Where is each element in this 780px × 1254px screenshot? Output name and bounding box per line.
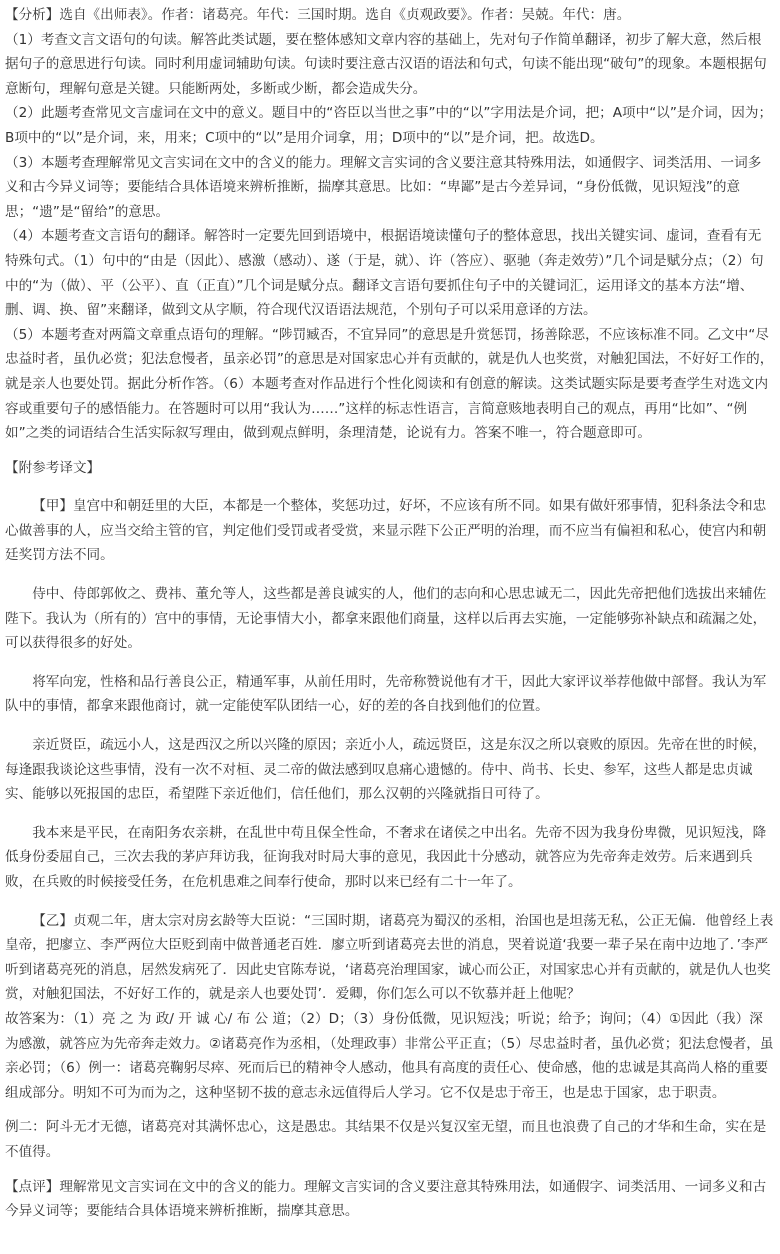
analysis-intro: 【分析】选自《出师表》。作者：诸葛亮。年代：三国时期。选自《贞观政要》。作者：吴兢。年代：唐。 bbox=[5, 7, 631, 23]
analysis-point-1: （1）考查文言文语句的句读。解答此类试题，要在整体感知文章内容的基础上，先对句子作简单翻译，初步了解大意，然后根据句子的意思进行句读。同时利用虚词辅助句读。句读时要注意古汉语的语法和句式，句读不能出现“破句”的现象。本题根据句意断句，理解句意是关键。只能断两处，多断或少断，都会造成失分。 bbox=[5, 31, 767, 97]
comment-text: 【点评】理解常见文言实词在文中的含义的能力。理解文言实词的含义要注意其特殊用法，如通假字、词类活用、一词多义和古今异义词等；要能结合具体语境来辨析推断，揣摩其意思。 bbox=[5, 1178, 767, 1220]
translation-jia-paragraph-4: 亲近贤臣，疏远小人，这是西汉之所以兴隆的原因；亲近小人，疏远贤臣，这是东汉之所以衰败的原因。先帝在世的时候，每逢跟我谈论这些事情，没有一次不对桓、灵二帝的做法感到叹息痛心遗憾的。侍中、尚书、长史、参军，这些人都是忠贞诚实、能够以死报国的忠臣，希望陛下亲近他们，信任他们，那么汉朝的兴隆就指日可待了。 bbox=[5, 737, 767, 803]
analysis-point-3: （3）本题考查理解常见文言实词在文中的含义的能力。理解文言实词的含义要注意其特殊用法，如通假字、词类活用、一词多义和古今异义词等；要能结合具体语境来辨析推断，揣摩其意思。比如：“卑鄙”是古今差异词，“身份低微，见识短浅”的意思；“遗”是“留给”的意思。 bbox=[5, 154, 762, 220]
translation-jia-paragraph-5: 我本来是平民，在南阳务农亲耕，在乱世中苟且保全性命，不奢求在诸侯之中出名。先帝不因为我身份卑微，见识短浅，降低身份委屈自己，三次去我的茅庐拜访我，征询我对时局大事的意见，我因此十分感动，就答应为先帝奔走效劳。后来遇到兵败，在兵败的时候接受任务，在危机患难之间奉行使命，那时以来已经有二十一年了。 bbox=[5, 824, 767, 890]
translation-jia-paragraph-2: 侍中、侍郎郭攸之、费祎、董允等人，这些都是善良诚实的人，他们的志向和心思忠诚无二，因此先帝把他们选拔出来辅佐陛下。我认为（所有的）宫中的事情，无论事情大小，都拿来跟他们商量，这样以后再去实施，一定能够弥补缺点和疏漏之处，可以获得很多的好处。 bbox=[5, 586, 767, 652]
translation-heading: 【附参考译文】 bbox=[5, 459, 101, 476]
answer-example-2: 例二：阿斗无才无德，诸葛亮对其满怀忠心，这是愚忠。其结果不仅是兴复汉室无望，而且也浪费了自己的才华和生命，实在是不值得。 bbox=[5, 1119, 767, 1160]
translation-jia-paragraph-1: 【甲】皇宫中和朝廷里的大臣，本都是一个整体，奖惩功过，好坏，不应该有所不同。如果有做奸邪事情，犯科条法令和忠心做善事的人，应当交给主管的官，判定他们受罚或者受赏，来显示陛下公正严明的治理，而不应当有偏袒和私心，使宫内和朝廷奖罚方法不同。 bbox=[5, 498, 767, 564]
translation-jia-paragraph-3: 将军向宠，性格和品行善良公正，精通军事，从前任用时，先帝称赞说他有才干，因此大家评议举荐他做中部督。我认为军队中的事情，都拿来跟他商讨，就一定能使军队团结一心，好的差的各自找到他们的位置。 bbox=[5, 673, 767, 715]
translation-yi-paragraph: 【乙】贞观二年，唐太宗对房玄龄等大臣说：“三国时期，诸葛亮为蜀汉的丞相，治国也是坦荡无私，公正无偏．他曾经上表皇帝，把廖立、李严两位大臣贬到南中做普通老百姓．廖立听到诸葛亮去世的消息，哭着说道‘我要一辈子呆在南中边地了．’李严听到诸葛亮死的消息，居然发病死了．因此史官陈寿说，‘诸葛亮治理国家，诚心而公正，对国家忠心并有贡献的，就是仇人也奖赏，对触犯国法，不好好工作的，就是亲人也要处罚’．爱卿，你们怎么可以不钦慕并赶上他呢？ bbox=[5, 912, 774, 1003]
analysis-point-5-6: （5）本题考查对两篇文章重点语句的理解。“陟罚臧否，不宜异同”的意思是升赏惩罚，扬善除恶，不应该标准不同。乙文中“尽忠益时者，虽仇必赏；犯法怠慢者，虽亲必罚”的意思是对国家忠心并有贡献的，就是仇人也奖赏，对触犯国法，不好好工作的，就是亲人也要处罚。据此分析作答。（6）本题考查对作品进行个性化阅读和有创意的解读。这类试题实际是要考查学生对选文内容或重要句子的感悟能力。在答题时可以用“我认为……”这样的标志性语言，言简意赅地表明自己的观点，再用“比如”、“例如”之类的词语结合生活实际叙写理由，做到观点鲜明，条理清楚，论说有力。答案不唯一，符合题意即可。 bbox=[5, 326, 774, 442]
analysis-point-2: （2）此题考查常见文言虚词在文中的意义。题目中的“咨臣以当世之事”中的“以”字用法是介词，把；A项中“以”是介词，因为；B项中的“以”是介词，来，用来；C项中的“以”是用介词拿，用；D项中的“以”是介词，把。故选D。 bbox=[5, 105, 773, 146]
analysis-point-4: （4）本题考查文言语句的翻译。解答时一定要先回到语境中，根据语境读懂句子的整体意思，找出关键实词、虚词，查看有无特殊句式。（1）句中的“由是（因此）、感激（感动）、遂（于是，就）、许（答应）、驱驰（奔走效劳）”几个词是赋分点；（2）句中的“为（做）、平（公平）、直（正直）”几个词是赋分点。翻译文言语句要抓住句子中的关键词汇，运用译文的基本方法“增、删、调、换、留”来翻译，做到文从字顺，符合现代汉语语法规范，个别句子可以采用意译的方法。 bbox=[5, 228, 764, 319]
answer-text: 故答案为：（1）亮 之 为 政/ 开 诚 心/ 布 公 道；（2）D；（3）身份低微，见识短浅；听说；给予；询问；（4）①因此（我）深为感激，就答应为先帝奔走效力。②诸葛亮作为丞相，（处理政事）非常公平正直；（5）尽忠益时者，虽仇必赏；犯法怠慢者，虽亲必罚；（6）例一：诸葛亮鞠躬尽瘁、死而后已的精神令人感动，他具有高度的责任心、使命感，他的忠诚是其高尚人格的重要组成部分。明知不可为而为之，这种坚韧不拔的意志永远值得后人学习。它不仅是忠于帝王，也是忠于国家，忠于职责。 bbox=[5, 1010, 774, 1101]
